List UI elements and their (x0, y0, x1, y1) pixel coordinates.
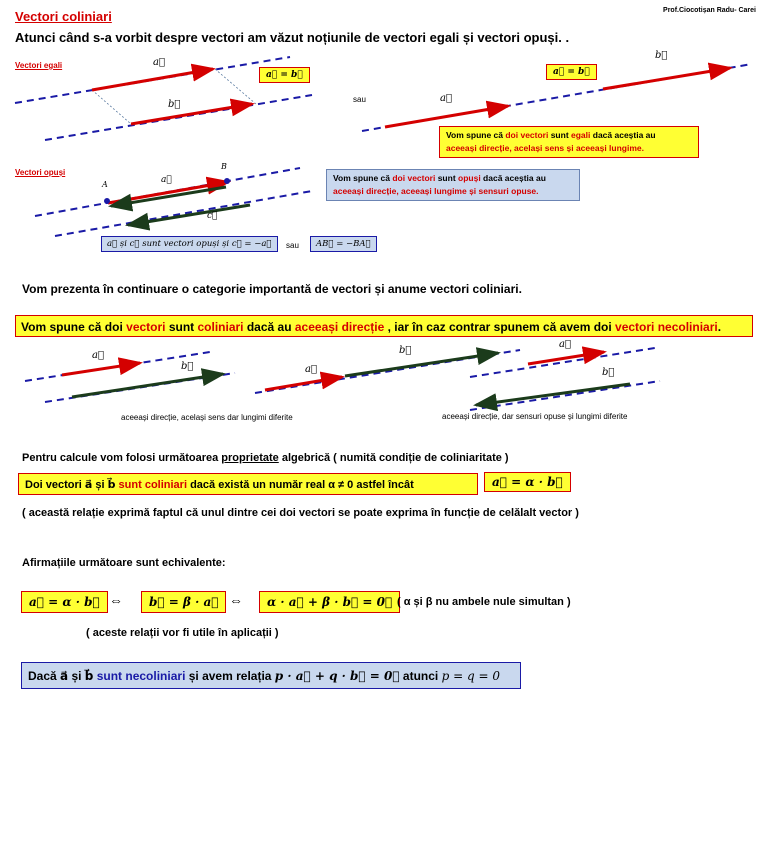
point-B-label: B (221, 162, 227, 171)
text: atunci (399, 669, 442, 683)
vector-b-col3 (476, 384, 630, 405)
label-a: a⃗ (153, 57, 165, 68)
def-red: vectori necoliniari (615, 320, 718, 334)
vector-a-col1 (62, 363, 140, 375)
page-title: Vectori coliniari (15, 9, 112, 24)
util-note: ( aceste relații vor fi utile în aplicații ) (86, 627, 279, 639)
point-A (104, 198, 110, 204)
caption-left: aceeași direcție, același sens dar lungimi diferite (121, 413, 293, 422)
sau-label: sau (353, 95, 366, 104)
coliniari-intro: Vom prezenta în continuare o categorie importantă de vectori și anume vectori coliniari. (22, 282, 522, 296)
caption-right: aceeași direcție, dar sensuri opuse și lungimi diferite (442, 412, 628, 421)
def-text: dacă aceștia au (480, 173, 546, 183)
text: algebrică ( numită condiție de coliniaritate ) (278, 452, 509, 464)
label-a: a⃗ (92, 350, 104, 361)
def-red: aceeași direcție (294, 320, 385, 334)
iff-symbol: ⇔ (109, 592, 123, 608)
vector-b-col2 (345, 353, 498, 376)
echivalente-title: Afirmațiile următoare sunt echivalente: (22, 557, 226, 569)
blue-text: sunt necoliniari (96, 669, 186, 683)
label-a: a⃗ (559, 339, 571, 350)
vector-c-opusi (128, 205, 250, 225)
opusi-note: a⃗ și c⃗ sunt vectori opuși și c⃗ = −a⃗ (101, 236, 278, 252)
point-A-label: A (102, 180, 108, 189)
label-b: b⃗ (168, 99, 181, 110)
proprietate-intro (22, 452, 509, 464)
def-red: doi vectori (505, 130, 549, 140)
author: Prof.Ciocotișan Radu- Carei (663, 7, 756, 14)
label-c: c⃗ (207, 211, 218, 221)
vector-b-sau (603, 68, 730, 89)
vector-a-sau (385, 106, 508, 127)
vector-a-egali (92, 69, 213, 90)
label-a: a⃗ (161, 175, 172, 185)
label-a: a⃗ (440, 93, 452, 104)
relation-formula: p · a⃗ + q · b⃗ = 0⃗ (274, 669, 400, 683)
underlined-word: proprietate (221, 452, 279, 464)
necoliniari-box (21, 662, 521, 689)
def-text: Vom spune că doi (21, 320, 127, 334)
def-text: sunt (165, 320, 198, 334)
def-red: opuși (458, 173, 481, 183)
coliniari-definition (15, 315, 753, 337)
point-B (224, 178, 230, 184)
vector-a-col2 (265, 377, 342, 390)
text: Doi vectori a⃗ și b⃗ (25, 479, 119, 491)
formula-1: a⃗ = α · b⃗ (21, 591, 108, 613)
text: Dacă a⃗ și b⃗ (28, 669, 97, 683)
sau-label: sau (286, 241, 299, 250)
definition-opusi (326, 169, 580, 201)
dotted-guide (92, 90, 131, 124)
label-b: b⃗ (181, 361, 194, 372)
text: Pentru calcule vom folosi următoarea (22, 452, 222, 464)
section-label-opusi: Vectori opuși (15, 168, 66, 177)
condition-note: ( această relație exprimă faptul că unul dintre cei doi vectori se poate exprima în funcție de celălalt vector ) (22, 507, 579, 519)
label-b: b⃗ (655, 50, 668, 61)
def-text: dacă au (243, 320, 295, 334)
def-text: Vom spune că (333, 173, 393, 183)
vector-b-col1 (72, 374, 223, 397)
dotted-guide (215, 69, 256, 104)
def-line2: aceeași direcție, aceeași lungime și sensuri opuse. (333, 186, 539, 196)
def-red: vectori (126, 320, 166, 334)
def-red: egali (571, 130, 591, 140)
condition-box (18, 473, 478, 495)
text: și avem relația (185, 669, 275, 683)
vector-a-opusi (108, 182, 228, 203)
label-b: b⃗ (399, 345, 412, 356)
def-text: , iar în caz contrar spunem că avem doi (384, 320, 616, 334)
def-text: . (717, 320, 722, 334)
formula-3: α · a⃗ + β · b⃗ = 0⃗ (259, 591, 400, 613)
text: dacă există un număr real α ≠ 0 astfel încât (187, 479, 414, 491)
def-text: sunt (435, 173, 459, 183)
def-red: doi vectori (392, 173, 436, 183)
label-a: a⃗ (305, 364, 317, 375)
def-text: dacă aceștia au (590, 130, 656, 140)
def-text: sunt (548, 130, 572, 140)
equal-formula-box-2: a⃗ = b⃗ (546, 64, 597, 80)
iff-symbol: ⇔ (229, 592, 243, 608)
formula-2: b⃗ = β · a⃗ (141, 591, 226, 613)
dashed-line (55, 191, 312, 236)
red-text: sunt coliniari (118, 479, 188, 491)
condition-formula: a⃗ = α · b⃗ (484, 472, 571, 492)
vector-b-egali (131, 104, 252, 124)
def-line2: aceeași direcție, același sens și aceeași lungime. (446, 143, 644, 153)
dashed-line (470, 381, 660, 410)
def-red: coliniari (197, 320, 244, 334)
def-text: Vom spune că (446, 130, 506, 140)
vector-ba-opusi (111, 187, 226, 206)
section-label-egali: Vectori egali (15, 61, 63, 70)
ab-formula-box: AB⃗ = −BA⃗ (310, 236, 377, 252)
result-formula: p = q = 0 (441, 669, 500, 683)
intro-text: Atunci când s-a vorbit despre vectori am văzut noțiunile de vectori egali și vectori opuși. . (15, 30, 570, 45)
condition-text: ( α și β nu ambele nule simultan ) (397, 596, 571, 608)
label-b: b⃗ (602, 367, 615, 378)
equal-formula-box: a⃗ = b⃗ (259, 67, 310, 83)
definition-egali (439, 126, 699, 158)
